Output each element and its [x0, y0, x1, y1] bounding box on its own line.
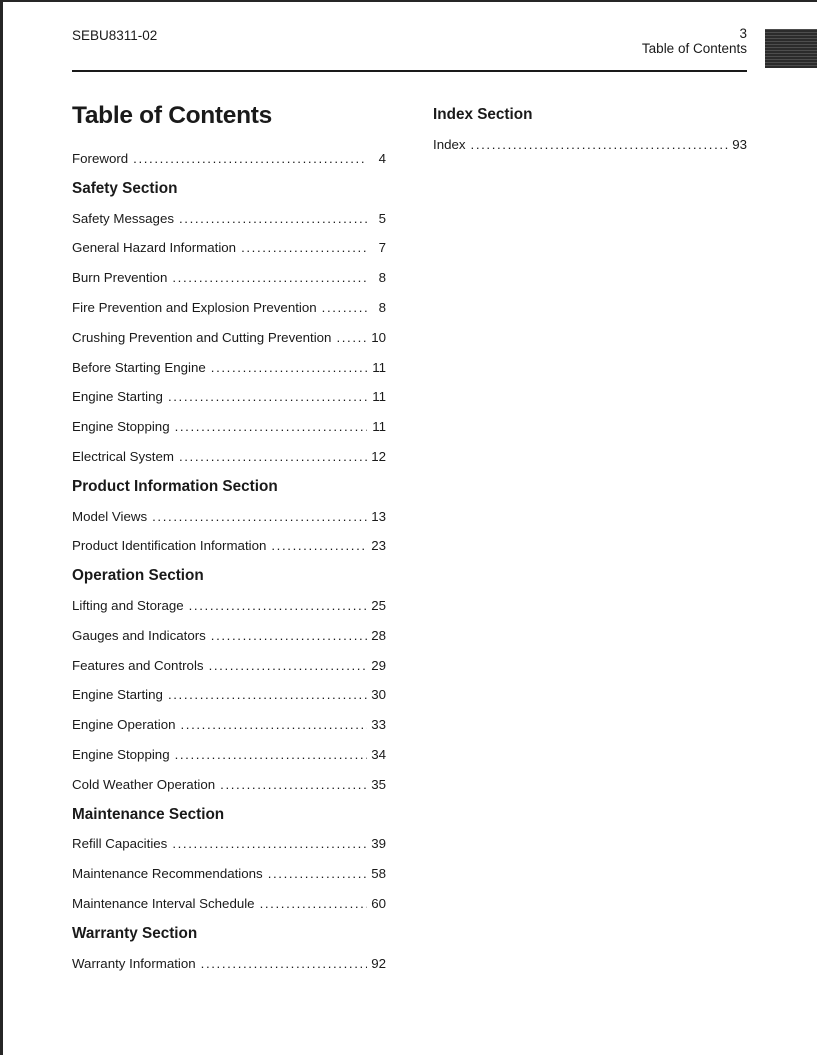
toc-leader-dots — [179, 204, 367, 234]
toc-page-title: Table of Contents — [72, 102, 272, 129]
toc-entry — [72, 204, 386, 234]
toc-entry-page-number: 11 — [372, 419, 386, 435]
toc-entry-label: Engine Stopping — [72, 419, 170, 435]
toc-leader-dots — [168, 680, 367, 710]
page-left-edge-line — [0, 0, 3, 1055]
toc-left-column — [72, 100, 386, 978]
toc-entry — [72, 680, 386, 710]
toc-entry — [72, 949, 386, 979]
toc-entry-page-number: 93 — [732, 136, 747, 152]
toc-leader-dots — [268, 859, 367, 889]
header-page-number: 3 — [739, 26, 747, 41]
toc-entry — [72, 293, 386, 323]
toc-entry — [72, 531, 386, 561]
toc-entry — [72, 621, 386, 651]
toc-leader-dots — [271, 531, 367, 561]
toc-entry-page-number: 35 — [371, 776, 386, 792]
toc-entry-label: Model Views — [72, 508, 148, 524]
edge-tab-mark — [765, 29, 817, 68]
toc-leader-dots — [168, 382, 367, 412]
toc-entry-label: Burn Prevention — [72, 270, 168, 286]
toc-section-heading: Warranty Section — [72, 924, 198, 942]
toc-entry-label: Refill Capacities — [72, 836, 168, 852]
toc-entry-label: Index — [433, 136, 466, 152]
toc-leader-dots — [172, 263, 367, 293]
toc-entry — [433, 130, 747, 160]
toc-leader-dots — [175, 412, 367, 442]
toc-section-heading: Operation Section — [72, 567, 204, 585]
header-divider-rule — [72, 70, 747, 72]
toc-entry — [72, 829, 386, 859]
toc-entry-label: Foreword — [72, 151, 129, 166]
toc-entry-page-number: 13 — [371, 508, 386, 524]
toc-section-heading: Product Information Section — [72, 477, 278, 495]
toc-entry-label: Lifting and Storage — [72, 597, 184, 613]
toc-leader-dots — [260, 889, 367, 919]
toc-leader-dots — [209, 651, 367, 681]
header-section-title: Table of Contents — [641, 40, 747, 56]
toc-entry-label: Engine Starting — [72, 687, 163, 703]
toc-entry-label: Engine Operation — [72, 717, 176, 733]
page-top-edge-line — [0, 0, 817, 2]
toc-entry-label: Features and Controls — [72, 657, 204, 673]
toc-entry-label: Crushing Prevention and Cutting Prevention — [72, 329, 332, 345]
toc-entry — [72, 859, 386, 889]
toc-entry — [72, 710, 386, 740]
toc-leader-dots — [189, 591, 367, 621]
toc-entry-label: Gauges and Indicators — [72, 627, 206, 643]
header-right-block — [642, 27, 747, 56]
toc-entry-label: Warranty Information — [72, 955, 196, 971]
toc-leader-dots — [336, 323, 367, 353]
toc-entry-label: Engine Starting — [72, 389, 163, 405]
toc-leader-dots — [211, 621, 367, 651]
toc-entry — [72, 442, 386, 472]
toc-entry — [72, 382, 386, 412]
toc-entry — [72, 323, 386, 353]
toc-entry-page-number: 4 — [378, 151, 386, 166]
toc-entry — [72, 770, 386, 800]
toc-entry-label: General Hazard Information — [72, 240, 237, 256]
toc-entry — [72, 144, 386, 174]
toc-entry-page-number: 11 — [372, 389, 386, 405]
toc-leader-dots — [471, 130, 728, 160]
toc-entry-label: Safety Messages — [72, 210, 174, 226]
toc-leader-dots — [133, 144, 367, 174]
toc-entry-label: Maintenance Interval Schedule — [72, 895, 255, 911]
toc-entry — [72, 412, 386, 442]
toc-entry-page-number: 33 — [371, 717, 386, 733]
toc-entry-page-number: 25 — [371, 597, 386, 613]
header-doc-number: SEBU8311-02 — [72, 28, 158, 43]
toc-entry-page-number: 8 — [378, 270, 386, 286]
toc-entry-page-number: 7 — [378, 240, 386, 256]
toc-leader-dots — [211, 353, 367, 383]
toc-entry-page-number: 8 — [378, 299, 386, 315]
toc-leader-dots — [181, 710, 368, 740]
toc-entry-label: Product Identification Information — [72, 538, 267, 554]
toc-entry-label: Engine Stopping — [72, 746, 170, 762]
toc-entry — [72, 502, 386, 532]
toc-leader-dots — [172, 829, 367, 859]
toc-entry-label: Fire Prevention and Explosion Prevention — [72, 299, 317, 315]
toc-entry — [72, 591, 386, 621]
toc-entry-page-number: 34 — [371, 746, 386, 762]
toc-entry — [72, 651, 386, 681]
toc-entry-page-number: 12 — [371, 448, 386, 464]
toc-leader-dots — [179, 442, 367, 472]
toc-entry-page-number: 60 — [371, 895, 386, 911]
toc-entry-page-number: 10 — [371, 329, 386, 345]
toc-entry-page-number: 30 — [371, 687, 386, 703]
toc-entry-label: Cold Weather Operation — [72, 776, 216, 792]
toc-leader-dots — [220, 770, 367, 800]
toc-leader-dots — [152, 502, 367, 532]
toc-entry-page-number: 11 — [372, 359, 386, 375]
toc-entry — [72, 233, 386, 263]
toc-right-rows — [433, 100, 747, 160]
toc-entry-page-number: 39 — [371, 836, 386, 852]
toc-entry-page-number: 5 — [378, 210, 386, 226]
toc-leader-dots — [175, 740, 367, 770]
toc-entry — [72, 263, 386, 293]
toc-section-heading: Safety Section — [72, 179, 178, 197]
toc-leader-dots — [201, 949, 367, 979]
toc-entry-label: Before Starting Engine — [72, 359, 206, 375]
toc-entry-label: Maintenance Recommendations — [72, 866, 263, 882]
toc-right-column — [433, 100, 747, 160]
toc-leader-dots — [241, 233, 367, 263]
toc-left-rows — [72, 144, 386, 978]
toc-section-heading: Maintenance Section — [72, 805, 225, 823]
toc-entry-page-number: 29 — [371, 657, 386, 673]
toc-entry — [72, 740, 386, 770]
toc-entry-page-number: 58 — [371, 866, 386, 882]
toc-leader-dots — [322, 293, 367, 323]
toc-entry — [72, 889, 386, 919]
toc-entry-page-number: 92 — [371, 955, 386, 971]
toc-section-heading: Index Section — [433, 106, 533, 123]
toc-entry-label: Electrical System — [72, 448, 174, 464]
toc-entry-page-number: 23 — [371, 538, 386, 554]
toc-entry-page-number: 28 — [371, 627, 386, 643]
toc-entry — [72, 353, 386, 383]
